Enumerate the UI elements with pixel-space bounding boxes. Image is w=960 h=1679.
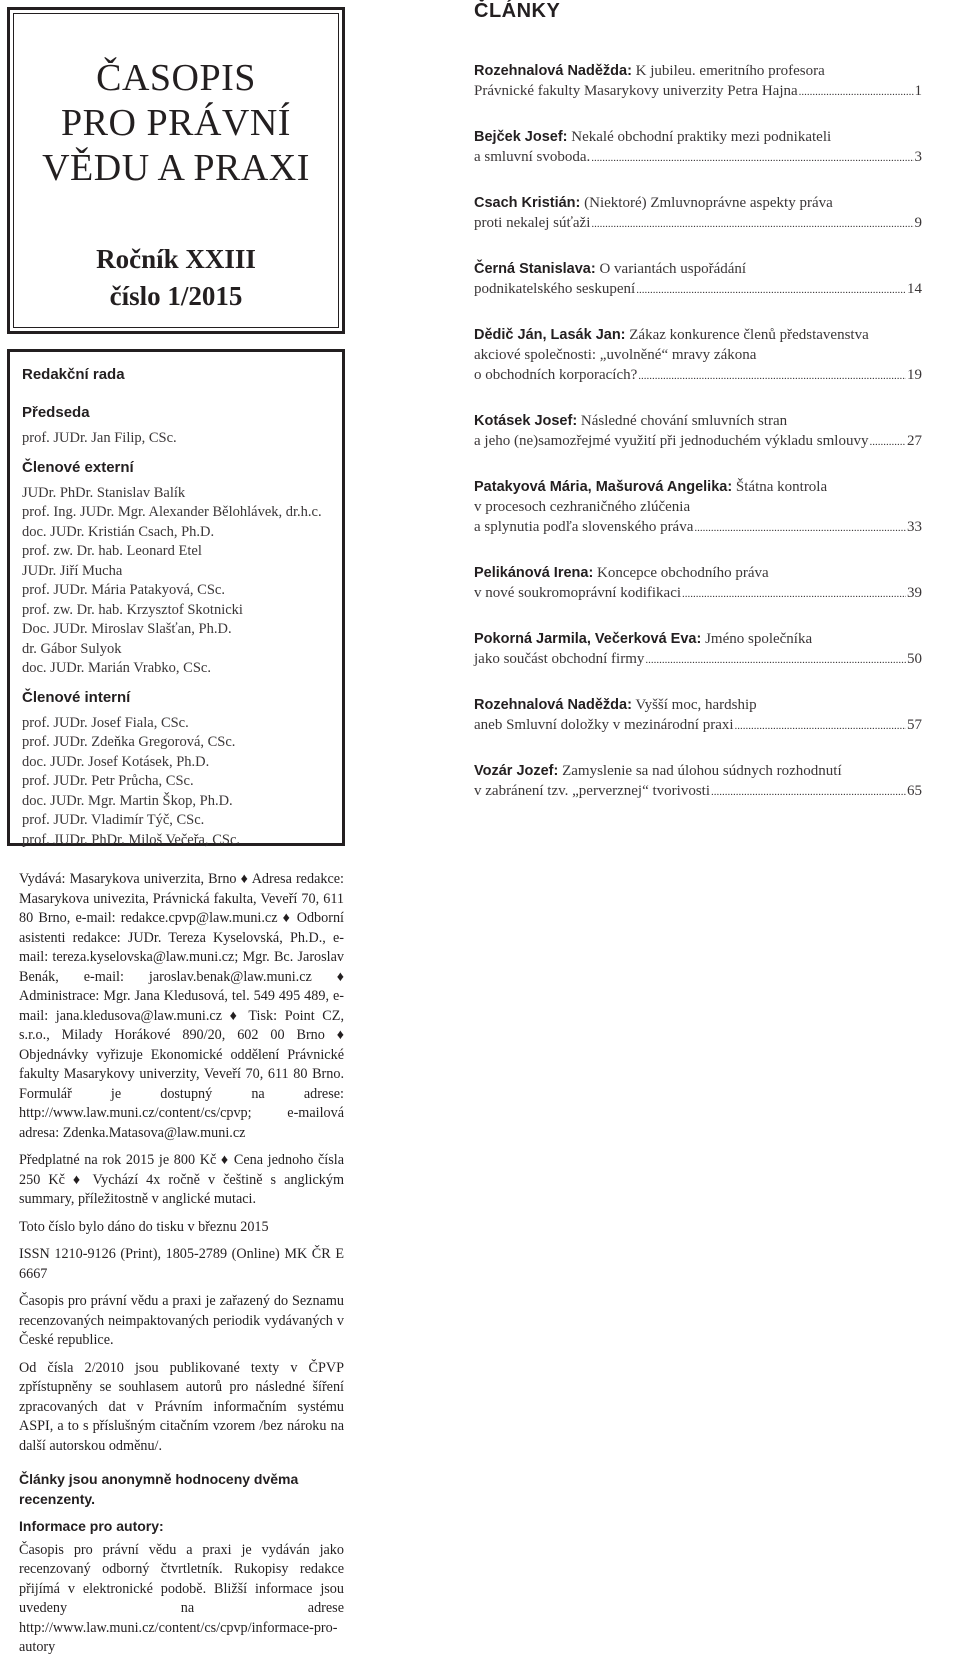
toc-leader-dots <box>735 716 906 736</box>
toc-author: Patakyová Mária, Mašurová Angelika: <box>474 479 733 495</box>
toc-entry-last-line <box>474 517 922 538</box>
toc-entry <box>474 127 922 168</box>
toc-title-text: v nové soukromoprávní kodifikaci <box>474 585 682 601</box>
toc-author: Bejček Josef: <box>474 129 568 145</box>
board-member: prof. Ing. JUDr. Mgr. Alexander Bělohlávek, dr.h.c. <box>22 504 322 520</box>
toc-title-text: Koncepce obchodního práva <box>597 565 769 581</box>
board-member: prof. JUDr. PhDr. Miloš Večeřa, CSc. <box>22 831 241 848</box>
board-member: prof. JUDr. Jan Filip, CSc. <box>22 430 177 446</box>
toc-title-text: podnikatelského seskupení <box>474 281 636 297</box>
board-member: prof. zw. Dr. hab. Krzysztof Skotnicki <box>22 601 243 618</box>
toc-page-number: 50 <box>907 651 922 667</box>
toc-title-text: Štátna kontrola <box>735 479 828 495</box>
board-member: prof. JUDr. Mária Patakyová, CSc. <box>22 582 225 598</box>
toc-author: Rozehnalová Naděžda: <box>474 697 632 713</box>
board-internal-heading: Členové interní <box>22 688 131 706</box>
toc-title-text: proti nekalej súťaži <box>474 215 591 231</box>
toc-page-number: 57 <box>907 717 922 733</box>
toc-page-number: 33 <box>907 519 922 535</box>
toc-title-text: Vyšší moc, hardship <box>635 697 757 713</box>
toc-title-text: Jméno společníka <box>705 631 813 647</box>
board-member: doc. JUDr. Kristián Csach, Ph.D. <box>22 523 215 540</box>
toc-author: Vozár Jozef: <box>474 763 559 779</box>
board-member: prof. JUDr. Josef Fiala, CSc. <box>22 714 189 731</box>
toc-entry-line <box>474 411 922 431</box>
toc-title-text: Zákaz konkurence členů představenstva <box>629 327 869 343</box>
toc-leader-dots <box>645 650 906 670</box>
toc-list <box>474 61 922 827</box>
toc-page-number: 14 <box>907 281 922 297</box>
volume-label: Ročník XXIII <box>96 244 256 274</box>
board-member: prof. JUDr. Zdeňka Gregorová, CSc. <box>22 734 236 750</box>
toc-entry-last-line <box>474 365 922 386</box>
board-member: prof. zw. Dr. hab. Leonard Etel <box>22 543 202 559</box>
journal-title-line: ČASOPIS <box>96 57 256 99</box>
journal-title-line: PRO PRÁVNÍ <box>61 102 291 144</box>
toc-entry-last-line <box>474 81 922 102</box>
toc-leader-dots <box>694 518 906 538</box>
imprint-authors-heading: Informace pro autory: <box>19 1518 164 1534</box>
imprint-subscription: Předplatné na rok 2015 je 800 Kč ♦ Cena jednoho čísla 250 Kč ♦ Vychází 4x ročně v češtině s anglickým summary, příležitostně v anglické mutaci. <box>19 1152 344 1207</box>
board-chair-list <box>22 429 342 449</box>
board-external-list <box>22 484 342 679</box>
board-chair-heading: Předseda <box>22 404 90 421</box>
toc-title-text: aneb Smluvní doložky v mezinárodní praxi <box>474 717 734 733</box>
toc-entry <box>474 411 922 452</box>
toc-entry-last-line <box>474 279 922 300</box>
toc-entry-line <box>474 193 922 213</box>
toc-heading: ČLÁNKY <box>474 0 561 22</box>
toc-title-text: jako součást obchodní firmy <box>474 651 645 667</box>
board-member: JUDr. Jiří Mucha <box>22 562 123 579</box>
toc-author: Pelikánová Irena: <box>474 565 594 581</box>
toc-title-text: v zabránení tzv. „perverznej“ tvorivosti <box>474 783 711 799</box>
board-member: prof. JUDr. Petr Průcha, CSc. <box>22 773 194 789</box>
toc-leader-dots <box>636 280 906 300</box>
toc-entry <box>474 695 922 736</box>
toc-entry <box>474 325 922 386</box>
journal-title-box <box>7 7 345 334</box>
imprint-aspi: Od čísla 2/2010 jsou publikované texty v ČPVP zpřístupněny se souhlasem autorů pro následné šíření zpracovaných dat v Právním informačním systému ASPI, a to s příslušným citačním vzorem /bez nároku na další autorskou odměnu/. <box>19 1359 344 1454</box>
toc-title-text: Následné chování smluvních stran <box>580 413 788 429</box>
toc-entry-line <box>474 325 922 345</box>
toc-leader-dots <box>591 214 913 234</box>
toc-entry <box>474 61 922 102</box>
toc-entry-last-line <box>474 715 922 736</box>
toc-entry-line <box>474 127 922 147</box>
toc-entry-line <box>474 61 922 81</box>
toc-title-text: (Niektoré) Zmluvnoprávne aspekty práva <box>584 195 833 211</box>
imprint-registry: Časopis pro právní vědu a praxi je zařazený do Seznamu recenzovaných neimpaktovaných periodik vydávaných v České republice. <box>19 1293 344 1348</box>
toc-page-number: 9 <box>914 215 922 231</box>
toc-leader-dots <box>591 148 913 168</box>
imprint-review-note: Články jsou anonymně hodnoceny dvěma recenzenty. <box>19 1471 299 1507</box>
toc-page-number: 19 <box>907 367 922 383</box>
toc-entry-last-line <box>474 781 922 802</box>
board-title: Redakční rada <box>22 366 125 383</box>
toc-title-text: o obchodních korporacích? <box>474 367 638 383</box>
toc-leader-dots <box>682 584 906 604</box>
toc-title-text: a jeho (ne)samozřejmé využití při jednoduchém výkladu smlouvy <box>474 433 869 449</box>
toc-entry <box>474 259 922 300</box>
toc-entry-line <box>474 497 922 517</box>
board-member: doc. JUDr. Marián Vrabko, CSc. <box>22 660 211 676</box>
toc-title-text: v procesoch cezhraničného zlúčenia <box>474 499 691 515</box>
toc-entry-last-line <box>474 649 922 670</box>
toc-title-text: Právnické fakulty Masarykovy univerzity Petra Hajna <box>474 83 798 99</box>
imprint <box>19 870 344 1666</box>
journal-title <box>14 56 338 191</box>
board-member: prof. JUDr. Vladimír Týč, CSc. <box>22 812 205 828</box>
toc-author: Rozehnalová Naděžda: <box>474 63 632 79</box>
imprint-printed: Toto číslo bylo dáno do tisku v březnu 2015 <box>19 1218 269 1235</box>
board-member: JUDr. PhDr. Stanislav Balík <box>22 484 186 501</box>
toc-entry <box>474 477 922 538</box>
toc-page-number: 1 <box>914 83 922 99</box>
toc-entry-line <box>474 695 922 715</box>
toc-author: Kotásek Josef: <box>474 413 578 429</box>
board-member: dr. Gábor Sulyok <box>22 640 122 657</box>
toc-entry <box>474 563 922 604</box>
imprint-publisher: Vydává: Masarykova univerzita, Brno ♦ Adresa redakce: Masarykova univezita, Právnická fakulta, Veveří 70, 611 80 Brno, e-mail: redakce.cpvp@law.muni.cz ♦ Odborní asistenti redakce: JUDr. Tereza Kyselovská, Ph.D., e-mail: tereza.kyselovska@law.muni.cz; Mgr. Bc. Jaroslav Benák, e-mail: jaroslav.benak@law.muni.cz ♦ Administrace: Mgr. Jana Kledusová, tel. 549 495 489, e-mail: jana.kledusova@law.muni.cz ♦ Tisk: Point CZ, s.r.o., Milady Horákové 890/20, 602 00 Brno ♦ Objednávky vyřizuje Ekonomické oddělení Právnické fakulty Masarykovy univerzity, Veveří 70, 611 80 Brno. Formulář je dostupný na adrese: http://www.law.muni.cz/content/cs/cpvp; e-mailová adresa: Zdenka.Matasova@law.muni.cz <box>19 871 344 1141</box>
toc-entry-line <box>474 761 922 781</box>
toc-title-text: O variantách uspořádání <box>599 261 747 277</box>
toc-page-number: 27 <box>907 433 922 449</box>
journal-title-line: VĚDU A PRAXI <box>42 147 310 189</box>
board-member: doc. JUDr. Josef Kotásek, Ph.D. <box>22 753 210 770</box>
toc-entry-line <box>474 477 922 497</box>
toc-title-text: a smluvní svoboda. <box>474 149 591 165</box>
toc-author: Dědič Ján, Lasák Jan: <box>474 327 626 343</box>
board-external-heading: Členové externí <box>22 458 134 476</box>
toc-title-text: Zamyslenie sa nad úlohou súdnych rozhodnutí <box>562 763 842 779</box>
toc-author: Černá Stanislava: <box>474 261 596 277</box>
board-member: Doc. JUDr. Miroslav Slašťan, Ph.D. <box>22 621 232 637</box>
toc-title-text: a splynutia podľa slovenského práva <box>474 519 694 535</box>
toc-page-number: 3 <box>914 149 922 165</box>
imprint-authors-text: Časopis pro právní vědu a praxi je vydáván jako recenzovaný odborný čtvrtletník. Rukopisy redakce přijímá v elektronické podobě. Bližší informace jsou uvedeny na adrese http://www.law.muni.cz/content/cs/cpvp/informace-pro-autory <box>19 1541 344 1655</box>
board-internal-list <box>22 714 342 851</box>
toc-entry-line <box>474 345 922 365</box>
toc-entry-last-line <box>474 583 922 604</box>
toc-title-text: akciové společnosti: „uvolněné“ mravy zákona <box>474 347 757 363</box>
toc-page-number: 65 <box>907 783 922 799</box>
editorial-board <box>7 349 345 846</box>
toc-page-number: 39 <box>907 585 922 601</box>
toc-entry-line <box>474 259 922 279</box>
toc-entry-last-line <box>474 213 922 234</box>
toc-entry <box>474 629 922 670</box>
issue-info <box>14 241 338 315</box>
toc-entry-line <box>474 563 922 583</box>
toc-author: Csach Kristián: <box>474 195 581 211</box>
toc-author: Pokorná Jarmila, Večerková Eva: <box>474 631 702 647</box>
issue-label: číslo 1/2015 <box>109 281 243 311</box>
toc-leader-dots <box>638 366 906 386</box>
imprint-issn: ISSN 1210-9126 (Print), 1805-2789 (Online) MK ČR E 6667 <box>19 1246 344 1282</box>
toc-title-text: Nekalé obchodní praktiky mezi podnikateli <box>571 129 832 145</box>
toc-entry <box>474 193 922 234</box>
toc-leader-dots <box>799 82 914 102</box>
toc-entry <box>474 761 922 802</box>
toc-leader-dots <box>711 782 906 802</box>
toc-entry-last-line <box>474 431 922 452</box>
toc-entry-line <box>474 629 922 649</box>
journal-title-box-inner <box>13 13 339 328</box>
toc-title-text: K jubileu. emeritního profesora <box>635 63 825 79</box>
board-member: doc. JUDr. Mgr. Martin Škop, Ph.D. <box>22 792 233 809</box>
toc-leader-dots <box>869 432 906 452</box>
toc-entry-last-line <box>474 147 922 168</box>
